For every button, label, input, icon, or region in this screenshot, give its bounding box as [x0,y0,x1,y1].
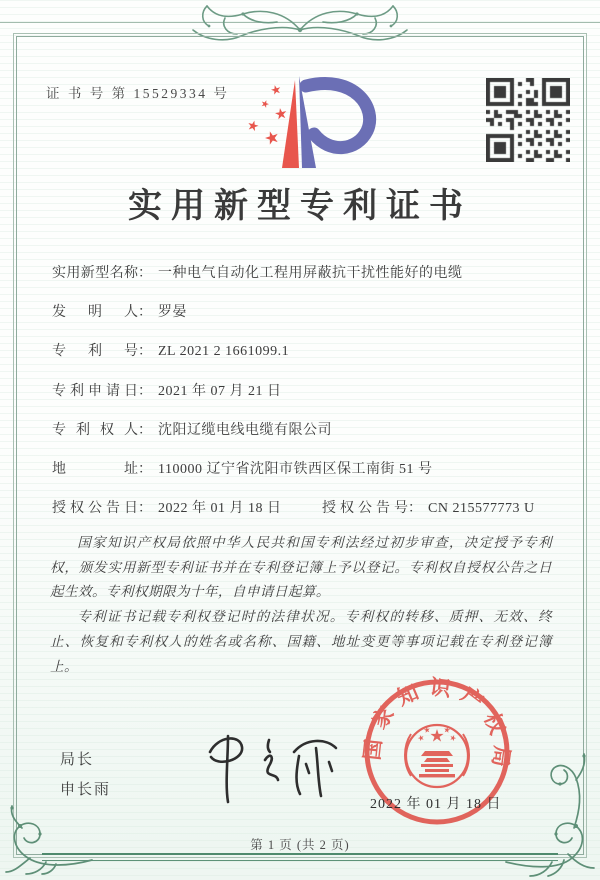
field-label: 专利申请日 [52,384,138,399]
field-label: 专利号 [52,344,138,359]
field-label: 授权公告号 [322,501,408,516]
top-border-line [0,22,600,23]
bottom-rule [42,853,558,861]
officer-block [60,745,111,805]
cnipa-logo-icon [232,74,382,170]
field-value: 罗晏 [158,305,187,320]
legal-paragraph-1: 国家知识产权局依照中华人民共和国专利法经过初步审查，决定授予专利权，颁发实用新型专利证书并在专利登记簿上予以登记。专利权自授权公告之日起生效。专利权期限为十年，自申请日起算。 [50,535,552,600]
field-value: ZL 2021 2 1661099.1 [158,344,290,359]
field-label: 地址 [52,462,138,477]
field-label: 专利权人 [52,423,138,438]
field-row-address: 地址： 110000 辽宁省沈阳市铁西区保工南街 51 号 [52,458,560,478]
legal-text [50,531,552,679]
officer-title: 局长 [60,752,95,768]
field-label: 授权公告日 [52,501,138,516]
field-value: 2021 年 07 月 21 日 [158,384,282,399]
handwritten-signature-icon [168,720,358,812]
field-row-filing-date: 专利申请日： 2021 年 07 月 21 日 [52,380,560,400]
field-row-patent-number: 专利号： ZL 2021 2 1661099.1 [52,340,560,360]
field-row-grant: 授权公告日： 2022 年 01 月 18 日 授权公告号： CN 215577773 U [52,497,560,517]
certificate-number: 证 书 号 第 15529334 号 [46,86,230,101]
field-value: 一种电气自动化工程用屏蔽抗干扰性能好的电缆 [158,266,463,281]
field-label: 实用新型名称 [52,266,138,281]
field-value: 沈阳辽缆电线电缆有限公司 [158,423,332,438]
seal-agency-text: 国家知识产权局 [359,674,515,778]
field-label: 发明人 [52,305,138,320]
field-row-inventor: 发明人： 罗晏 [52,301,560,321]
field-value: 110000 辽宁省沈阳市铁西区保工南街 51 号 [158,462,433,477]
certificate-title: 实用新型专利证书 [128,188,472,225]
legal-paragraph-2: 专利证书记载专利权登记时的法律状况。专利权的转移、质押、无效、终止、恢复和专利权人的姓名或名称、国籍、地址变更等事项记载在专利登记簿上。 [50,609,552,674]
svg-text:国家知识产权局 [360,675,515,777]
field-row-name: 实用新型名称： 一种电气自动化工程用屏蔽抗干扰性能好的电缆 [52,262,560,282]
field-value: CN 215577773 U [428,501,535,516]
seal-date: 2022 年 01 月 18 日 [370,797,502,812]
field-value: 2022 年 01 月 18 日 [158,501,282,516]
qr-code-icon [486,78,570,162]
field-row-patentee: 专利权人： 沈阳辽缆电线电缆有限公司 [52,419,560,439]
officer-name: 申长雨 [60,782,112,798]
field-pair-grant-number: 授权公告号： CN 215577773 U [322,497,535,517]
page-footer: 第 1 页 (共 2 页) [250,838,350,852]
